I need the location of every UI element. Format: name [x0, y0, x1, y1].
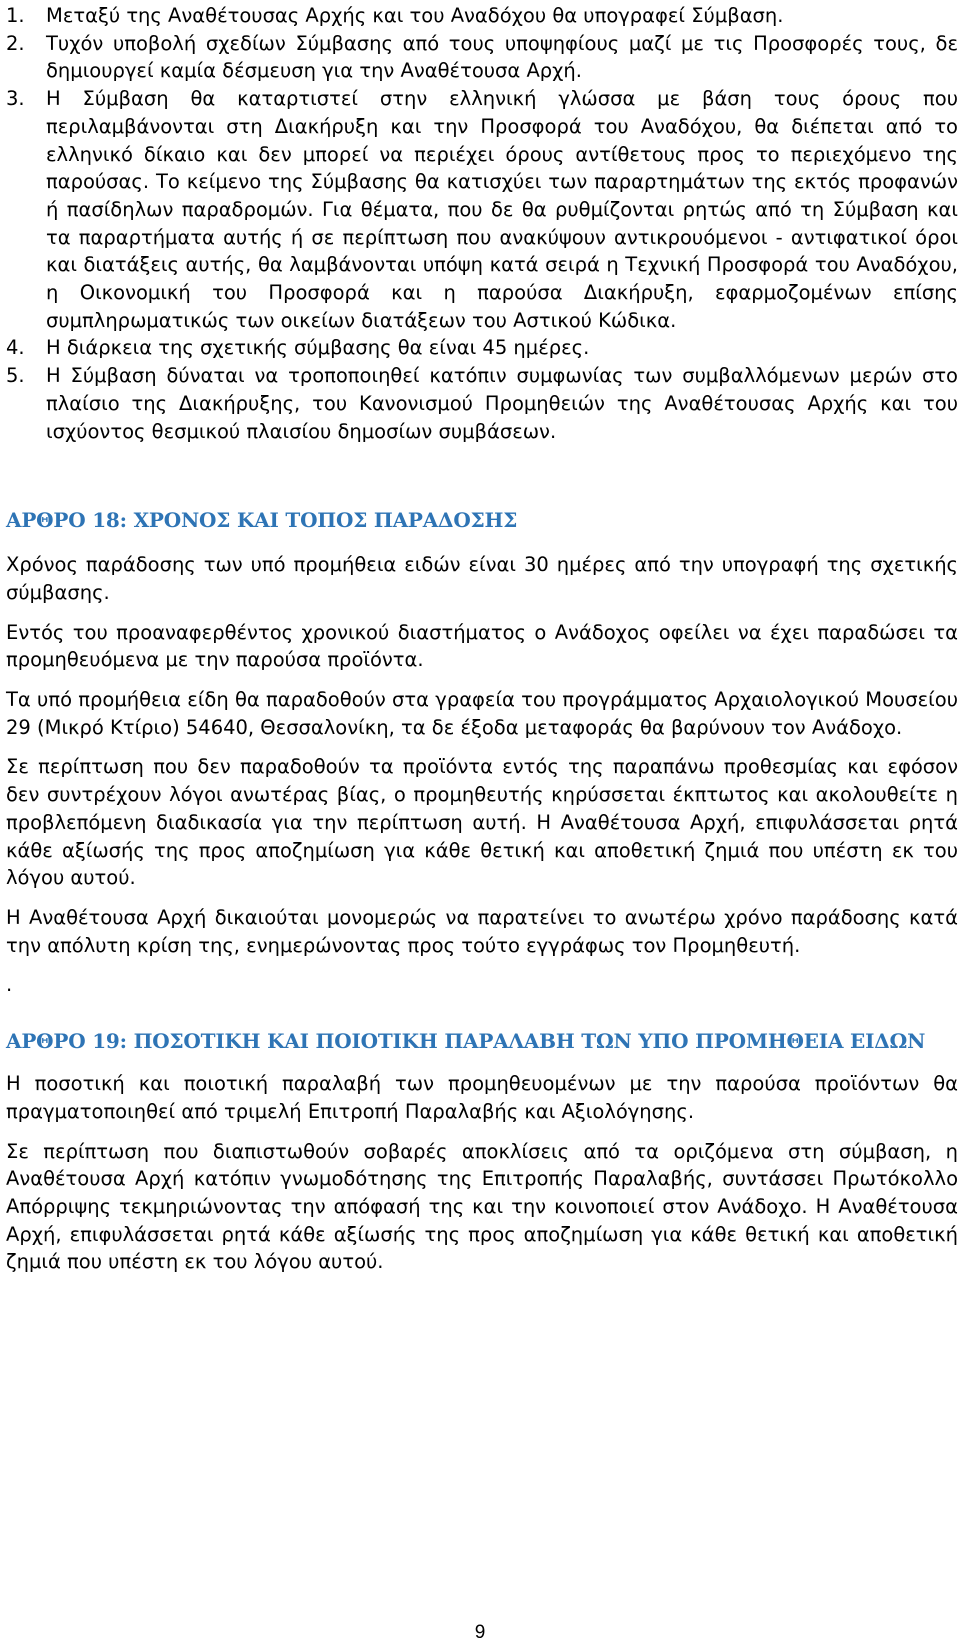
- list-item: [6, 2, 958, 30]
- article-19-heading: ΑΡΘΡΟ 19: ΠΟΣΟΤΙΚΗ ΚΑΙ ΠΟΙΟΤΙΚΗ ΠΑΡΑΛΑΒΗ ΤΩΝ ΥΠΟ ΠΡΟΜΗΘΕΙΑ ΕΙΔΩΝ: [6, 1029, 926, 1054]
- list-item-number: 5.: [6, 364, 25, 388]
- article-19-paragraph: Σε περίπτωση που διαπιστωθούν σοβαρές αποκλίσεις από τα οριζόμενα στη σύμβαση, η Αναθέτουσα Αρχή κατόπιν γνωμοδότησης της Επιτροπής Παραλαβής, συντάσσει Πρωτόκολλο Απόρριψης τεκμηριώνοντας την απόφασή της και την κοινοποιεί στον Ανάδοχο. Η Αναθέτουσα Αρχή, επιφυλάσσεται ρητά κάθε αξίωσής της προς αποζημίωση για κάθε θετική και αποθετική ζημιά που υπέστη εκ του λόγου αυτού.: [6, 1139, 958, 1274]
- list-item: [6, 362, 958, 445]
- list-item-number: 3.: [6, 87, 25, 111]
- page-number: 9: [474, 1622, 486, 1643]
- article-18-paragraph: Η Αναθέτουσα Αρχή δικαιούται μονομερώς να παρατείνει το ανωτέρω χρόνο παράδοσης κατά την απόλυτη κρίση της, ενημερώνοντας προς τούτο εγγράφως τον Προμηθευτή.: [6, 905, 958, 957]
- document-page: [6, 2, 958, 1276]
- list-item-number: 2.: [6, 31, 25, 55]
- list-item-text: Τυχόν υποβολή σχεδίων Σύμβασης από τους υποψηφίους μαζί με τις Προσφορές τους, δε δημιουργεί καμία δέσμευση για την Αναθέτουσα Αρχή.: [46, 31, 958, 83]
- list-item: [6, 30, 958, 85]
- list-item-number: 4.: [6, 336, 25, 360]
- list-item-text: Η Σύμβαση θα καταρτιστεί στην ελληνική γλώσσα με βάση τους όρους που περιλαμβάνονται στη Διακήρυξη και την Προσφορά του Αναδόχου, θα διέπεται από το ελληνικό δίκαιο και δεν μπορεί να περιέχει όρους αντίθετους προς το περιεχόμενο της παρούσας. Το κείμενο της Σύμβασης θα κατισχύει των παραρτημάτων της εκτός προφανών ή πασίδηλων παραδρομών. Για θέματα, που δε θα ρυθμίζονται ρητώς από τη Σύμβαση και τα παραρτήματα αυτής ή σε περίπτωση που ανακύψουν αντικρουόμενοι - αντιφατικοί όροι και διατάξεις αυτής, θα λαμβάνονται υπόψη κατά σειρά η Τεχνική Προσφορά του Αναδόχου, η Οικονομική του Προσφορά και η παρούσα Διακήρυξη, εφαρμοζομένων επίσης συμπληρωματικώς των οικείων διατάξεων του Αστικού Κώδικα.: [46, 87, 958, 332]
- article-18-heading: ΑΡΘΡΟ 18: ΧΡΟΝΟΣ ΚΑΙ ΤΟΠΟΣ ΠΑΡΑΔΟΣΗΣ: [6, 508, 518, 533]
- article-18-paragraph: Εντός του προαναφερθέντος χρονικού διαστήματος ο Ανάδοχος οφείλει να έχει παραδώσει τα προμηθευόμενα με την παρούσα προϊόντα.: [6, 620, 958, 672]
- article-18-paragraph: Τα υπό προμήθεια είδη θα παραδοθούν στα γραφεία του προγράμματος Αρχαιολογικού Μουσείου 29 (Μικρό Κτίριο) 54640, Θεσσαλονίκη, τα δε έξοδα μεταφοράς θα βαρύνουν τον Ανάδοχο.: [6, 688, 958, 739]
- stray-dot: .: [6, 973, 13, 997]
- list-item-text: Μεταξύ της Αναθέτουσας Αρχής και του Αναδόχου θα υπογραφεί Σύμβαση.: [46, 4, 784, 27]
- article-19-paragraph: Η ποσοτική και ποιοτική παραλαβή των προμηθευομένων με την παρούσα προϊόντων θα πραγματοποιηθεί από τριμελή Επιτροπή Παραλαβής και Αξιολόγησης.: [6, 1072, 958, 1123]
- article-18-paragraph: Σε περίπτωση που δεν παραδοθούν τα προϊόντα εντός της παραπάνω προθεσμίας και εφόσον δεν συντρέχουν λόγοι ανωτέρας βίας, ο προμηθευτής κηρύσσεται έκπτωτος και ακολουθείτε η προβλεπόμενη διαδικασία για την περίπτωση αυτή. Η Αναθέτουσα Αρχή, επιφυλάσσεται ρητά κάθε αξίωσής της προς αποζημίωση για κάθε θετική και αποθετική ζημιά που υπέστη εκ του λόγου αυτού.: [6, 755, 958, 890]
- list-item-number: 1.: [6, 4, 25, 27]
- list-item-text: Η Σύμβαση δύναται να τροποποιηθεί κατόπιν συμφωνίας των συμβαλλόμενων μερών στο πλαίσιο της Διακήρυξης, του Κανονισμού Προμηθειών της Αναθέτουσας Αρχής και του ισχύοντος θεσμικού πλαισίου δημοσίων συμβάσεων.: [46, 364, 958, 443]
- list-item: [6, 85, 958, 334]
- list-item: [6, 334, 958, 362]
- article-18-paragraph: Χρόνος παράδοσης των υπό προμήθεια ειδών είναι 30 ημέρες από την υπογραφή της σχετικής σύμβασης.: [6, 553, 958, 604]
- list-item-text: Η διάρκεια της σχετικής σύμβασης θα είναι 45 ημέρες.: [46, 336, 590, 360]
- contract-terms-list: [6, 2, 958, 445]
